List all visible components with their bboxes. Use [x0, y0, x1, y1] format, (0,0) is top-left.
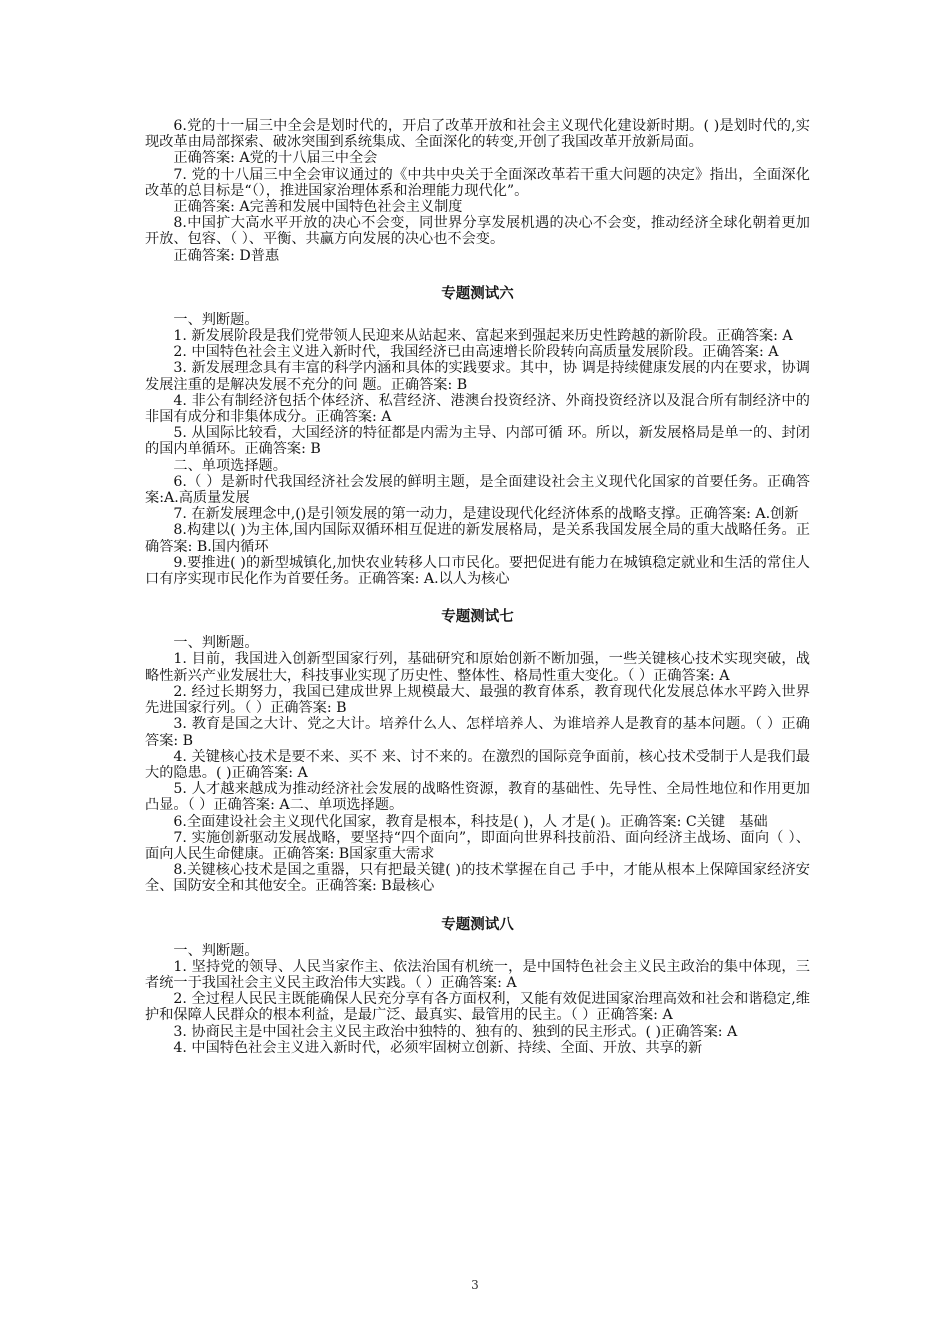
question-item: 6.全面建设社会主义现代化国家，教育是根本，科技是( )，人 才是( )。正确答案: C关键 基础	[173, 813, 768, 830]
section-test-seven	[145, 609, 810, 894]
section-subheading: 一、判断题。	[173, 311, 259, 328]
question-item: 4. 关键核心技术是要不来、买不 来、讨不来的。在激烈的国际竞争面前，核心技术受制于人是我们最大的隐患。( )正确答案: A	[145, 748, 810, 781]
section-heading: 专题测试六	[441, 285, 514, 302]
intro-block	[145, 118, 810, 264]
question-item: 5. 人才越来越成为推动经济社会发展的战略性资源，教育的基础性、先导性、全局性地位和作用更加凸显。（ ）正确答案: A二、单项选择题。	[145, 781, 810, 814]
question-item: 6.（ ）是新时代我国经济社会发展的鲜明主题，是全面建设社会主义现代化国家的首要任务。正确答案:A.高质量发展	[145, 473, 810, 507]
question-item: 5. 从国际比较看，大国经济的特征都是内需为主导、内部可循 环。所以，新发展格局是单一的、封闭的国内单循环。正确答案: B	[145, 425, 810, 458]
intro-answer: 正确答案: A党的十八届三中全会	[173, 150, 378, 167]
question-item: 1. 坚持党的领导、人民当家作主、依法治国有机统一，是中国特色社会主义民主政治的集中体现，三者统一于我国社会主义民主政治伟大实践。（ ）正确答案: A	[145, 958, 810, 991]
question-item: 1. 目前，我国进入创新型国家行列，基础研究和原始创新不断加强，一些关键核心技术实现突破，战略性新兴产业发展壮大，科技事业实现了历史性、整体性、格局性重大变化。（ ）正确答案: A	[145, 651, 810, 684]
question-item: 3. 协商民主是中国社会主义民主政治中独特的、独有的、独到的民主形式。( )正确答案: A	[173, 1023, 738, 1040]
question-item: 3. 教育是国之大计、党之大计。培养什么人、怎样培养人、为谁培养人是教育的基本问题。（ ）正确答案: B	[145, 716, 810, 749]
section-subheading: 一、判断题。	[173, 635, 259, 652]
question-item: 8.构建以( )为主体,国内国际双循环相互促进的新发展格局，是关系我国发展全局的重大战略任务。正确答案: B.国内循环	[145, 522, 810, 555]
question-item: 8.关键核心技术是国之重器，只有把最关键( )的技术掌握在自己 手中，才能从根本上保障国家经济安全、国防安全和其他安全。正确答案: B最核心	[145, 862, 810, 895]
question-item: 7. 实施创新驱动发展战略，要坚持“四个面向”，即面向世界科技前沿、面向经济主战场、面向（ ）、面向人民生命健康。正确答案: B国家重大需求	[145, 829, 810, 862]
section-test-six	[145, 286, 810, 587]
section-subheading: 二、单项选择题。	[173, 457, 287, 474]
question-item: 9.要推进( )的新型城镇化,加快农业转移人口市民化。要把促进有能力在城镇稳定就业和生活的常住人口有序实现市民化作为首要任务。正确答案: A.以人为核心	[145, 554, 810, 588]
section-test-eight	[145, 917, 810, 1056]
section-heading: 专题测试七	[441, 609, 514, 626]
question-item: 7. 在新发展理念中,()是引领发展的第一动力，是建设现代化经济体系的战略支撑。正确答案: A.创新	[173, 506, 799, 523]
intro-answer: 正确答案: D普惠	[173, 247, 280, 264]
intro-paragraph: 6.党的十一届三中全会是划时代的，开启了改革开放和社会主义现代化建设新时期。( )是划时代的,实现改革由局部探索、破冰突围到系统集成、全面深化的转变,开创了我国改革开放新局面。	[145, 118, 810, 151]
section-subheading: 一、判断题。	[173, 942, 259, 959]
intro-answer: 正确答案: A完善和发展中国特色社会主义制度	[173, 199, 463, 216]
question-item: 2. 中国特色社会主义进入新时代，我国经济已由高速增长阶段转向高质量发展阶段。正确答案: A	[173, 344, 779, 361]
question-item: 2. 全过程人民民主既能确保人民充分享有各方面权利，又能有效促进国家治理高效和社会和谐稳定,维护和保障人民群众的根本利益，是最广泛、最真实、最管用的民主。（ ）正确答案: A	[145, 991, 810, 1024]
question-item: 2. 经过长期努力，我国已建成世界上规模最大、最强的教育体系，教育现代化发展总体水平跨入世界先进国家行列。（ ）正确答案: B	[145, 683, 810, 717]
question-item: 4. 非公有制经济包括个体经济、私营经济、港澳台投资经济、外商投资经济以及混合所有制经济中的非国有成分和非集体成分。正确答案: A	[145, 392, 810, 426]
question-item: 4. 中国特色社会主义进入新时代，必须牢固树立创新、持续、全面、开放、共享的新	[173, 1039, 703, 1056]
intro-paragraph: 8.中国扩大高水平开放的决心不会变，同世界分享发展机遇的决心不会变，推动经济全球化朝着更加开放、包容、（ ）、平衡、共赢方向发展的决心也不会变。	[145, 215, 810, 248]
section-heading: 专题测试八	[441, 916, 514, 933]
question-item: 3. 新发展理念具有丰富的科学内涵和具体的实践要求。其中，协 调是持续健康发展的内在要求，协调发展注重的是解决发展不充分的问 题。正确答案: B	[145, 360, 810, 393]
page-number: 3	[471, 1278, 479, 1292]
document-body	[145, 118, 810, 1056]
question-item: 1. 新发展阶段是我们党带领人民迎来从站起来、富起来到强起来历史性跨越的新阶段。正确答案: A	[173, 328, 793, 345]
intro-paragraph: 7. 党的十八届三中全会审议通过的《中共中央关于全面深改革若干重大问题的决定》指出，全面深化改革的总目标是“（），推进国家治理体系和治理能力现代化”。	[145, 166, 810, 199]
